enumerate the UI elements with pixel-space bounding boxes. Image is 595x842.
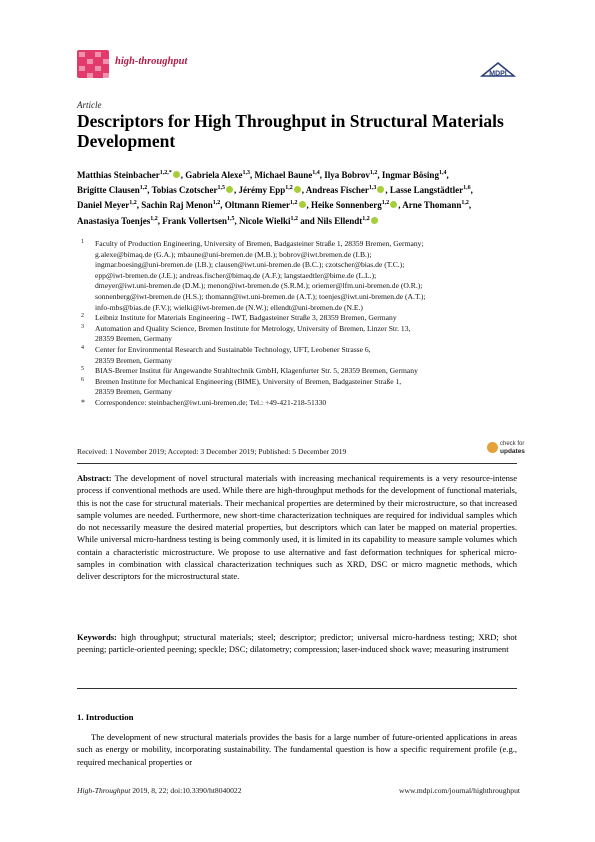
- journal-name: high-throughput: [115, 56, 188, 67]
- affiliation-line: info-mbs@bias.de (F.V.); wielki@iwt-bremen.de (N.W.); ellendt@uni-bremen.de (N.E.): [95, 302, 363, 312]
- affiliation-number: 4: [81, 344, 84, 351]
- abstract-label: Abstract:: [77, 473, 112, 483]
- author-separator: ,: [468, 200, 472, 211]
- author-affiliation-marker: 1,2,*: [159, 170, 172, 176]
- footer-url[interactable]: www.mdpi.com/journal/highthroughput: [399, 786, 520, 795]
- footer-journal: High-Throughput: [77, 786, 131, 795]
- logo-cell: [87, 59, 93, 64]
- affiliation: [77, 366, 522, 377]
- author-separator: ,: [306, 200, 311, 211]
- logo-cell: [103, 73, 109, 78]
- author-affiliation-marker: 1,2: [129, 200, 137, 207]
- orcid-icon[interactable]: [294, 186, 301, 193]
- affiliation-line: g.alexe@bimaq.de (G.A.); mbaune@uni-bremen.de (M.B.); bobrov@iwt.bremen.de (I.B.);: [95, 249, 372, 259]
- logo-cell: [103, 59, 109, 64]
- author-affiliation-marker: 1,2: [362, 215, 370, 222]
- author: [239, 216, 298, 226]
- author-separator: ,: [470, 185, 473, 196]
- mdpi-logo-text: MDPI: [489, 70, 507, 78]
- author: [317, 216, 379, 226]
- orcid-icon[interactable]: [377, 186, 384, 193]
- author-name: Tobias Czotscher: [151, 185, 218, 196]
- author-name: Jérémy Epp: [238, 185, 286, 196]
- orcid-icon[interactable]: [226, 186, 233, 193]
- affiliation-number: *: [81, 397, 85, 407]
- author: [225, 200, 307, 210]
- author-affiliation-marker: 1,2: [369, 170, 378, 176]
- affiliation-line: BIAS-Bremer Institut für Angewandte Strahltechnik GmbH, Klagenfurter Str. 5, 28359 Bremen, Germany: [95, 366, 418, 376]
- author: [152, 185, 234, 195]
- affiliation-line: sonnenberg@iwt-bremen.de (H.S.); thomann@iwt.uni-bremen.de (A.T.); toenjes@iwt.uni-bremen.de (A.T.);: [95, 291, 426, 301]
- affiliation: [77, 239, 522, 313]
- author-name: Sachin Raj Menon: [141, 200, 213, 211]
- author-separator: ,: [250, 170, 255, 180]
- author: [306, 185, 386, 195]
- affiliation: [77, 345, 522, 366]
- abstract-text: The development of novel structural materials with increasing mechanical requirements is a very resource-intense process if conventional methods are used. While there are high-throughput methods for the development of functional materials, this is not the case for structural materials. Their mechanical properties are determined by their microstructure, so that increased sample volumes are needed. Furthermore, new short-time characterization techniques are required for individual samples which do not necessarily measure the desired material properties, but descriptors which can later be mapped on material properties. While universal micro-hardness testing is being commonly used, it is limited in its capability to measure sample volumes which contain a characteristic microstructure. We propose to use alternative and fast deformation techniques for spherical micro-samples in combination with classical characterization techniques such as XRD, DSC or micro magnetic methods, which deliver descriptors for the microstructural state.: [77, 473, 518, 581]
- author-name: Gabriela Alexe: [185, 170, 243, 180]
- orcid-icon[interactable]: [173, 171, 180, 178]
- logo-cell: [79, 66, 85, 71]
- affiliation-number: 2: [81, 313, 84, 320]
- affiliation-line: Leibniz Institute for Materials Engineering - IWT, Badgasteiner Straße 3, 28359 Bremen, Germany: [95, 313, 397, 323]
- author-separator: and: [297, 215, 317, 226]
- affiliation-line: 28359 Bremen, Germany: [95, 334, 172, 344]
- author-affiliation-marker: 1,2: [212, 200, 221, 207]
- logo-cell: [87, 73, 93, 78]
- author-name: Ilya Bobrov: [324, 170, 370, 180]
- author-affiliation-marker: 1,6: [463, 185, 471, 192]
- author: [239, 185, 302, 195]
- article-type: Article: [77, 100, 102, 110]
- author: [162, 216, 234, 226]
- divider-bottom: [77, 688, 517, 689]
- check-for-updates-badge[interactable]: [487, 440, 527, 458]
- author-separator: ,: [157, 215, 163, 226]
- author-name: Nicole Wielki: [239, 215, 291, 226]
- affiliation-line: ingmar.boesing@uni-bremen.de (I.B.); clausen@iwt.uni-bremen.de (B.C.); czotscher@bias.de (T.C.);: [95, 260, 405, 270]
- keywords-text: high throughput; structural materials; steel; descriptor; predictor; universal micro-hardness testing; XRD; shot peening; particle-oriented peening; speckle; DSC; dilatometry; compression; laser-induced shock wave; measuring instrument: [77, 632, 517, 655]
- footer-citation: [77, 786, 242, 795]
- check-updates-line2: updates: [500, 448, 525, 455]
- author-separator: ,: [319, 170, 325, 180]
- author-affiliation-marker: 1,2: [150, 215, 158, 222]
- affiliation-number: 1: [81, 239, 84, 245]
- keywords: [77, 631, 517, 656]
- author-separator: ,: [234, 185, 239, 196]
- affiliation-line: epp@iwt-bremen.de (J.E.); andreas.fischer@bimaq.de (A.F.); langstaedtler@bime.de (L.L.);: [95, 270, 377, 280]
- author: [402, 200, 472, 211]
- affiliation-list: [77, 239, 522, 409]
- affiliation-line: Bremen Institute for Mechanical Engineering (BIME), University of Bremen, Badgasteiner Straße 1,: [95, 376, 402, 386]
- author-affiliation-marker: 1,2: [139, 185, 148, 192]
- author-separator: ,: [180, 170, 186, 180]
- check-updates-line1: check for: [500, 441, 525, 447]
- affiliation-number: 5: [81, 366, 84, 373]
- journal-logo: [77, 50, 109, 78]
- affiliation-number: 6: [81, 376, 84, 383]
- keywords-label: Keywords:: [77, 632, 117, 642]
- author: [77, 216, 158, 226]
- author-name: Matthias Steinbacher: [77, 170, 160, 180]
- section-text: The development of new structural materials provides the basis for a large number of future-oriented applications in areas such as energy or mobility, incorporating sustainability. The fundamental question is how a specific requirement profile (e.g., required mechanical properties or: [77, 732, 517, 767]
- author-name: Frank Vollertsen: [162, 215, 228, 226]
- orcid-icon[interactable]: [299, 201, 306, 208]
- author-affiliation-marker: 1,3: [368, 185, 377, 192]
- paper-title: Descriptors for High Throughput in Structural Materials Development: [77, 111, 504, 151]
- affiliation-line: Center for Environmental Research and Sustainable Technology, UFT, Leobener Strasse 6,: [95, 344, 371, 354]
- affiliation: [77, 398, 522, 409]
- affiliation: [77, 313, 522, 324]
- author-separator: ,: [385, 185, 390, 196]
- author-list: [77, 167, 517, 228]
- divider-top: [77, 463, 517, 464]
- section-heading: 1. Introduction: [77, 712, 134, 722]
- affiliation-line: 28359 Bremen, Germany: [95, 387, 172, 397]
- author-name: Arne Thomann: [402, 200, 462, 211]
- author-name: Daniel Meyer: [77, 200, 130, 211]
- author-name: Michael Baune: [254, 170, 313, 180]
- author-affiliation-marker: 1,2: [285, 185, 293, 192]
- check-updates-icon: [487, 442, 498, 453]
- author-separator: ,: [147, 185, 152, 196]
- author: [324, 170, 377, 180]
- affiliation-line: Faculty of Production Engineering, University of Bremen, Badgasteiner Straße 1, 28359 Bremen, Germany;: [95, 239, 424, 248]
- author-name: Lasse Langstädtler: [389, 185, 464, 196]
- affiliation: [77, 377, 522, 398]
- author-name: Nils Ellendt: [316, 215, 363, 226]
- abstract: [77, 472, 517, 582]
- author: [77, 170, 181, 180]
- orcid-icon[interactable]: [371, 217, 378, 224]
- author: [77, 185, 147, 195]
- author-separator: ,: [136, 200, 142, 211]
- publication-dates: Received: 1 November 2019; Accepted: 3 December 2019; Published: 5 December 2019: [77, 447, 347, 456]
- author-affiliation-marker: 1,5: [227, 215, 235, 222]
- author-name: Heike Sonnenberg: [311, 200, 382, 211]
- author: [382, 170, 447, 180]
- affiliation-line: Automation and Quality Science, Bremen Institute for Metrology, University of Bremen, Linzer Str. 13,: [95, 323, 411, 333]
- author-affiliation-marker: 1,5: [217, 185, 226, 192]
- author-separator: ,: [377, 170, 382, 180]
- affiliation-line: 28359 Bremen, Germany: [95, 355, 172, 365]
- author-affiliation-marker: 1,4: [438, 170, 447, 176]
- author-affiliation-marker: 1,2: [381, 200, 390, 207]
- affiliation-line: dmeyer@iwt.uni-bremen.de (D.M.); menon@iwt-bremen.de (S.R.M.); oriemer@lfm.uni-bremen.de (O.R.);: [95, 281, 423, 291]
- author-affiliation-marker: 1,2: [461, 200, 469, 207]
- author-affiliation-marker: 1,2: [290, 215, 298, 222]
- author-name: Brigitte Clausen: [77, 185, 140, 196]
- affiliation: [77, 324, 522, 345]
- author-affiliation-marker: 1,4: [312, 170, 320, 176]
- author: [77, 200, 137, 210]
- affiliation-line: Correspondence: steinbacher@iwt.uni-bremen.de; Tel.: +49-421-218-51330: [95, 397, 327, 407]
- author: [390, 185, 471, 195]
- logo-cell: [95, 52, 101, 57]
- author-name: Ingmar Bösing: [381, 170, 439, 180]
- author-separator: ,: [220, 200, 225, 211]
- logo-cell: [79, 52, 85, 57]
- author-separator: ,: [234, 215, 240, 226]
- affiliation-number: 3: [81, 323, 84, 330]
- author-affiliation-marker: 1,3: [242, 170, 250, 176]
- author-name: Oltmann Riemer: [224, 200, 290, 211]
- author: [311, 200, 398, 210]
- footer-citation-text: 2019, 8, 22; doi:10.3390/ht8040022: [132, 786, 242, 795]
- author: [185, 170, 250, 180]
- author-separator: ,: [446, 170, 449, 180]
- author-affiliation-marker: 1,2: [290, 200, 298, 207]
- author-name: Andreas Fischer: [305, 185, 369, 196]
- mdpi-logo: [480, 60, 516, 78]
- orcid-icon[interactable]: [390, 201, 397, 208]
- author: [255, 170, 320, 180]
- author-separator: ,: [301, 185, 306, 196]
- author: [141, 200, 220, 210]
- logo-cell: [95, 66, 101, 71]
- author-separator: ,: [398, 200, 403, 211]
- author-name: Anastasiya Toenjes: [77, 215, 151, 226]
